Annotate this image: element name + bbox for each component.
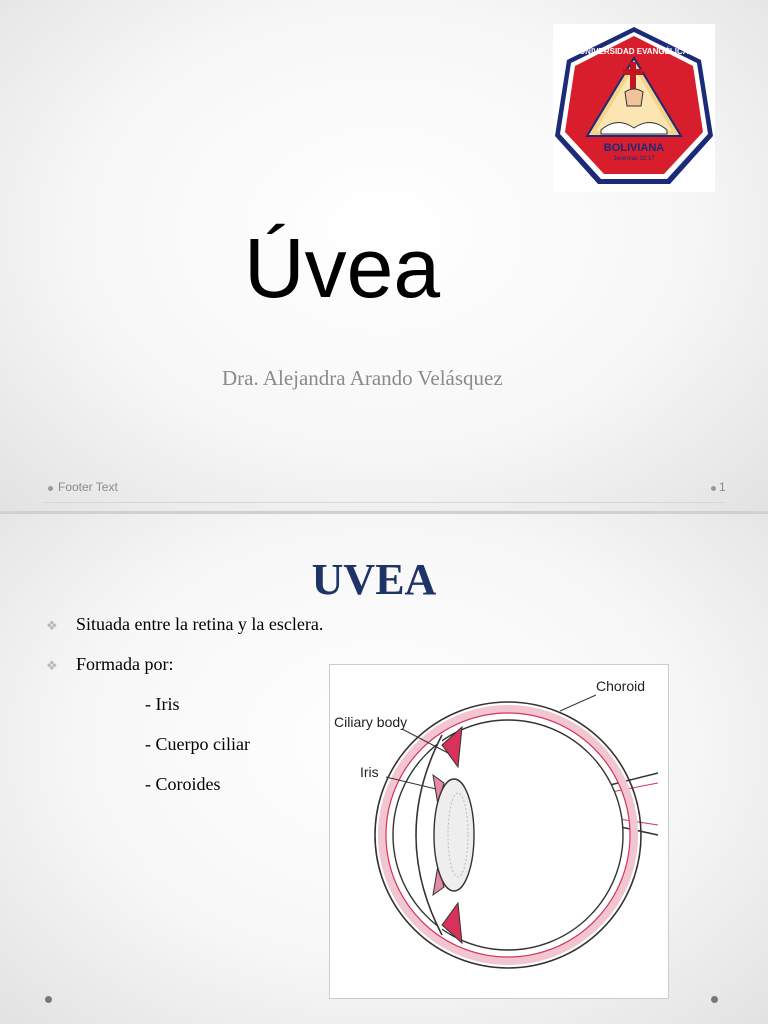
logo-verse: Jeremías 32:17 <box>613 156 655 162</box>
sub-item: - Coroides <box>145 774 221 794</box>
ciliary-body-label: Ciliary body <box>334 714 408 730</box>
footer-divider <box>44 502 724 503</box>
slide-title: Úvea <box>244 221 441 315</box>
content-slide <box>0 514 768 1024</box>
bullet-text: Formada por: <box>76 654 174 674</box>
choroid-label: Choroid <box>596 678 646 694</box>
eye-diagram <box>329 664 669 999</box>
iris-label: Iris <box>360 764 379 780</box>
sub-item: - Cuerpo ciliar <box>145 734 250 754</box>
bullet-icon: ❖ <box>46 658 58 673</box>
footer-text: Footer Text <box>58 480 118 494</box>
logo-bottom-text: BOLIVIANA <box>603 142 665 154</box>
bullet-text: Situada entre la retina y la esclera. <box>76 614 324 634</box>
footer-dot-icon <box>48 486 53 491</box>
slide-title: UVEA <box>311 555 437 604</box>
slide-subtitle: Dra. Alejandra Arando Velásquez <box>222 366 503 390</box>
page-number: 1 <box>719 480 726 494</box>
bullet-icon: ❖ <box>46 618 58 633</box>
corner-dot-icon <box>711 996 718 1003</box>
university-logo <box>553 24 715 192</box>
corner-dot-icon <box>45 996 52 1003</box>
page-dot-icon <box>711 486 716 491</box>
logo-top-text: UNIVERSIDAD EVANGÉLICA <box>579 47 689 56</box>
sub-item: - Iris <box>145 694 180 714</box>
